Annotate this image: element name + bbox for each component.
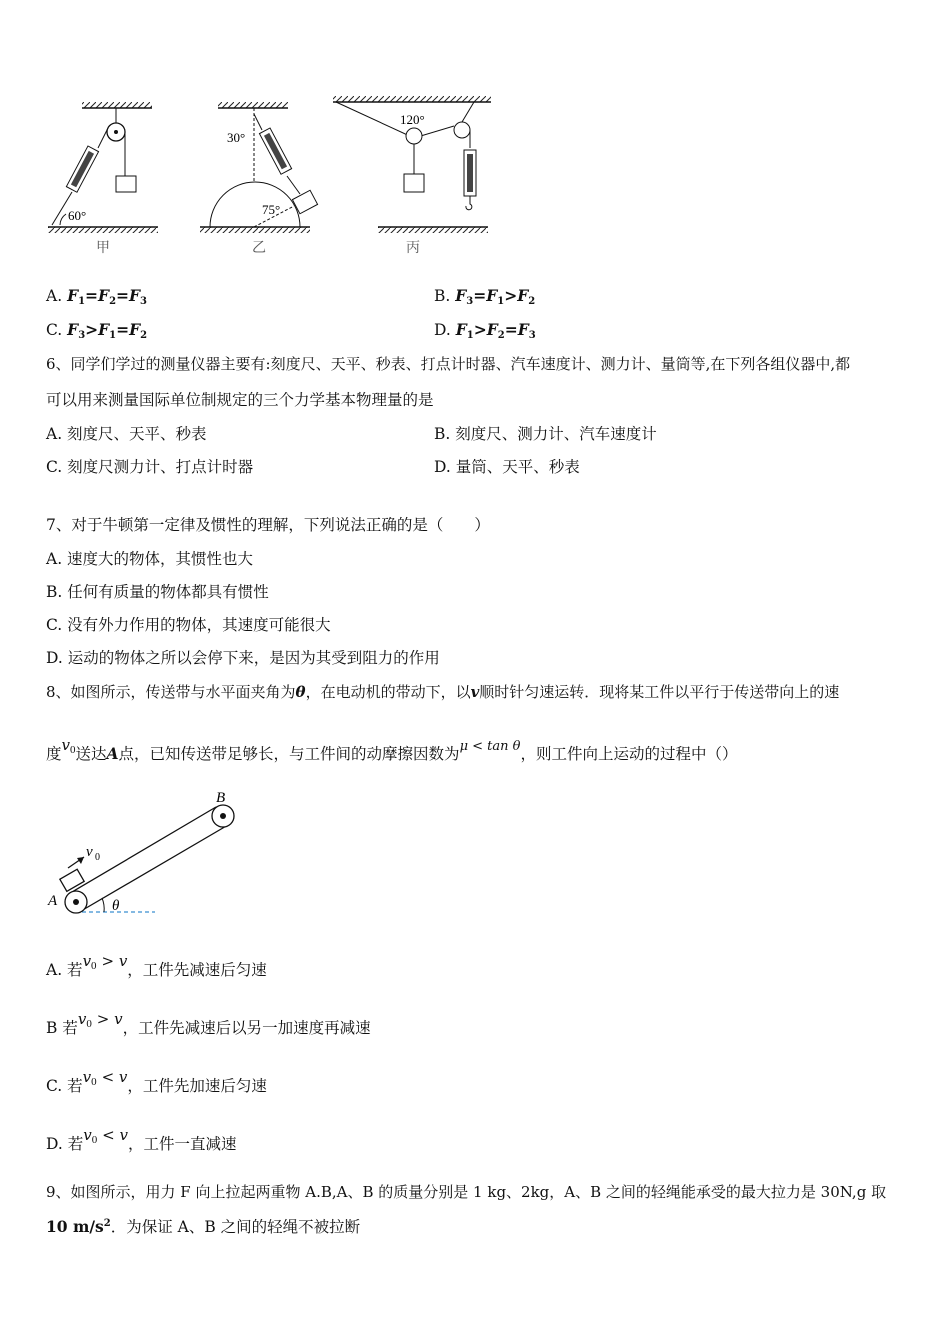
q7-option-b: B. 任何有质量的物体都具有惯性 [46,583,269,601]
q6-stem-line1: 6、同学们学过的测量仪器主要有:刻度尺、天平、秒表、打点计时器、汽车速度计、测力计、量筒等,在下列各组仪器中,都 [46,355,851,373]
q6-stem-line2: 可以用来测量国际单位制规定的三个力学基本物理量的是 [46,391,434,409]
figure-spring-scales [30,90,510,260]
q8-stem-line2: 度$v_0$送达A点，已知传送带足够长，与工件间的动摩擦因数为μ < tan θ，则工件向上运动的过程中（） [46,736,738,763]
setup-bing [333,96,491,256]
caption-bing: 丙 [406,241,420,256]
point-b-label: B [216,790,226,806]
q7-stem: 7、对于牛顿第一定律及惯性的理解，下列说法正确的是（ ） [46,516,490,534]
q7-option-a: A. 速度大的物体，其惯性也大 [46,550,254,568]
angle-75-label: 75° [262,202,281,217]
v0-subscript: 0 [95,852,100,863]
q8-option-a: A. 若$v_0 > v$，工件先减速后匀速 [46,952,267,979]
figure-conveyor-belt [40,780,260,920]
angle-60-label: 60° [68,208,87,223]
q7-option-d: D. 运动的物体之所以会停下来，是因为其受到阻力的作用 [46,649,440,667]
q8-option-d: D. 若$v_0 < v$，工件一直减速 [46,1126,237,1153]
q8-option-c: C. 若$v_0 < v$，工件先加速后匀速 [46,1068,267,1095]
q5-option-c: C. $F_3>F_1=F_2$ [46,320,148,341]
q6-option-b: B. 刻度尺、测力计、汽车速度计 [434,425,657,443]
q8-stem-line1: 8、如图所示，传送带与水平面夹角为θ，在电动机的带动下，以v顺时针匀速运转．现将某工件以平行于传送带向上的速 [46,683,840,701]
q7-option-c: C. 没有外力作用的物体，其速度可能很大 [46,616,331,634]
q5-option-d: D. $F_1>F_2=F_3$ [434,320,536,341]
caption-yi: 乙 [252,241,266,256]
angle-30-label: 30° [227,130,246,145]
setup-jia [48,102,158,256]
angle-120-label: 120° [400,112,425,127]
mu-condition: μ < tan θ [459,739,521,754]
point-a-label: A [48,893,58,909]
q6-option-d: D. 量筒、天平、秒表 [434,458,580,476]
q9-stem-line2: 10 $m/s^2$．为保证 A、B 之间的轻绳不被拉断 [46,1217,361,1236]
v0-label: v [86,844,93,860]
theta-label: θ [112,898,120,914]
q6-option-c: C. 刻度尺测力计、打点计时器 [46,458,254,476]
q9-stem-line1: 9、如图所示，用力 F 向上拉起两重物 A.B,A、B 的质量分别是 1 kg、2kg，A、B 之间的轻绳能承受的最大拉力是 30N,g 取 [46,1183,887,1201]
caption-jia: 甲 [96,241,110,256]
q6-option-a: A. 刻度尺、天平、秒表 [46,425,207,443]
q5-option-b: B. $F_3=F_1>F_2$ [434,286,536,307]
q8-option-b: B 若$v_0 > v$，工件先减速后以另一加速度再减速 [46,1010,371,1037]
q5-option-a: A. $F_1=F_2=F_3$ [46,286,148,307]
setup-yi [200,102,318,256]
